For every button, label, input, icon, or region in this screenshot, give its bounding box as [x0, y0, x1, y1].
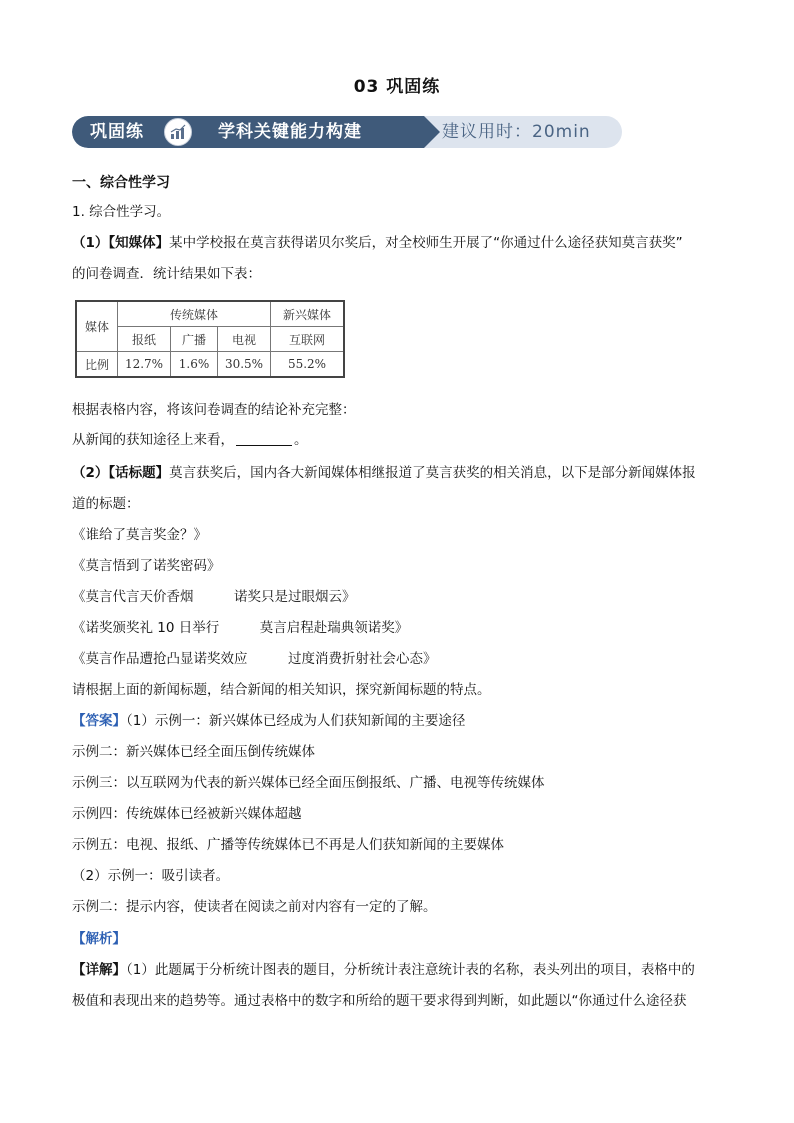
table-cell: 30.5% [218, 352, 271, 378]
table-col: 广播 [171, 327, 218, 352]
answer-line: （2）示例一：吸引读者。 [72, 868, 230, 884]
table-col: 报纸 [118, 327, 171, 352]
table-group-traditional: 传统媒体 [118, 301, 271, 327]
answer-label: 【答案】 [72, 713, 126, 729]
q1-part2-ask: 请根据上面的新闻标题，结合新闻的相关知识，探究新闻标题的特点。 [72, 682, 491, 698]
answer-blank[interactable] [236, 431, 292, 446]
answer-line: 示例五：电视、报纸、广播等传统媒体已不再是人们获知新闻的主要媒体 [72, 837, 504, 853]
q1-part2 [72, 463, 696, 483]
headline-item: 《莫言代言天价香烟 诺奖只是过眼烟云》 [72, 589, 356, 605]
banner-label-time: 建议用时：20min [442, 122, 591, 142]
fill-blank-prefix: 从新闻的获知途径上来看， [72, 432, 234, 448]
table-col: 电视 [218, 327, 271, 352]
analysis-line: 极值和表现出来的趋势等。通过表格中的数字和所给的题干要求得到判断，如此题以“你通过什么途径获 [72, 993, 687, 1009]
table-cell: 55.2% [271, 352, 345, 378]
fill-blank-line [72, 430, 308, 450]
detail-text: （1）此题属于分析统计图表的题目，分析统计表注意统计表的名称，表头列出的项目，表格中的 [126, 962, 695, 978]
page-title: 03 巩固练 [353, 77, 441, 97]
answer-text: （1）示例一：新兴媒体已经成为人们获知新闻的主要途径 [126, 713, 466, 729]
analysis-label-text: 【解析】 [72, 931, 126, 947]
headline-item: 《莫言作品遭抢凸显诺奖效应 过度消费折射社会心态》 [72, 651, 437, 667]
section-heading: 一、综合性学习 [72, 175, 170, 191]
table-rowhead-media: 媒体 [76, 301, 118, 352]
banner-label-practice: 巩固练 [90, 122, 144, 142]
q1-part1-label: （1）【知媒体】 [72, 235, 170, 251]
detail-label: 【详解】 [72, 962, 126, 978]
answer-line [72, 711, 465, 731]
fill-blank-suffix: 。 [294, 432, 308, 448]
headline-item: 《诺奖颁奖礼 10 日举行 莫言启程赴瑞典领诺奖》 [72, 620, 409, 636]
headline-item: 《莫言悟到了诺奖密码》 [72, 558, 221, 574]
banner-label-ability: 学科关键能力构建 [218, 122, 362, 142]
table-group-new: 新兴媒体 [271, 301, 345, 327]
q1-part1 [72, 233, 683, 253]
answer-line: 示例三：以互联网为代表的新兴媒体已经全面压倒报纸、广播、电视等传统媒体 [72, 775, 545, 791]
table-col: 互联网 [271, 327, 345, 352]
table-cell: 12.7% [118, 352, 171, 378]
analysis-label [72, 929, 126, 949]
table-rowhead-ratio: 比例 [76, 352, 118, 378]
answer-line: 示例四：传统媒体已经被新兴媒体超越 [72, 806, 302, 822]
analysis-line [72, 960, 695, 980]
q1-part1-text: 某中学校报在莫言获得诺贝尔奖后，对全校师生开展了“你通过什么途径获知莫言获奖” [169, 235, 683, 251]
answer-line: 示例二：提示内容，使读者在阅读之前对内容有一定的了解。 [72, 899, 437, 915]
table-followup: 根据表格内容，将该问卷调查的结论补充完整： [72, 402, 356, 418]
q1-part2-label: （2）【话标题】 [72, 465, 170, 481]
table-cell: 1.6% [171, 352, 218, 378]
answer-line: 示例二：新兴媒体已经全面压倒传统媒体 [72, 744, 315, 760]
question-head: 1. 综合性学习。 [72, 204, 171, 220]
headline-item: 《谁给了莫言奖金？》 [72, 527, 207, 543]
q1-part2-text: 莫言获奖后，国内各大新闻媒体相继报道了莫言获奖的相关消息，以下是部分新闻媒体报 [169, 465, 696, 481]
section-banner [72, 116, 622, 148]
survey-table [75, 300, 345, 378]
q1-part2-text2: 道的标题： [72, 496, 140, 512]
chart-growth-icon [164, 118, 192, 146]
q1-part1-text2: 的问卷调查．统计结果如下表： [72, 266, 261, 282]
